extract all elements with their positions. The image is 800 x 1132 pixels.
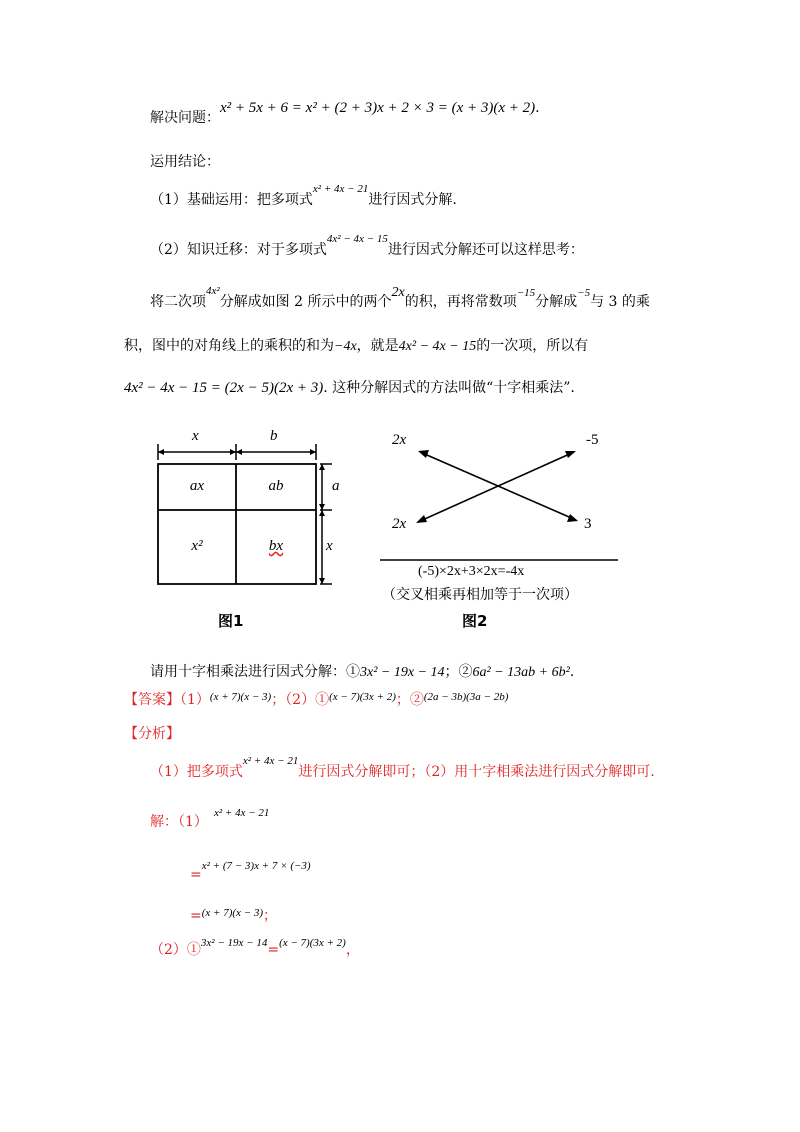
- question-text-a: 请用十字相乘法进行因式分解：①: [150, 664, 360, 680]
- explain-p2: [124, 336, 588, 357]
- solution-expr-2: (x + 7)(x − 3): [201, 907, 263, 919]
- question-line: [150, 662, 574, 683]
- answer-line: [124, 690, 508, 711]
- q1-prefix: （1）基础运用：把多项式: [150, 192, 313, 208]
- fig1-cell-x2: x²: [191, 538, 203, 554]
- question-end: .: [569, 664, 575, 680]
- figure-2-lines: [378, 430, 628, 640]
- analysis-tag: 【分析】: [124, 726, 180, 742]
- fig2-bottom-right: 3: [584, 516, 592, 532]
- answer-tag: 【答案】: [124, 692, 180, 708]
- fig2-top-right: -5: [586, 432, 599, 448]
- explain-expr-neg5: −5: [577, 287, 591, 299]
- explain-p2-text-c: 的一次项，所以有: [476, 338, 589, 354]
- analysis-text-1: （1）把多项式: [150, 764, 243, 780]
- solution-comma: ，: [345, 942, 360, 958]
- fig2-caption: 图2: [462, 612, 488, 630]
- explain-text-c: 的积，再将常数项: [404, 294, 517, 310]
- solution-eq-2: =: [190, 908, 202, 924]
- explain-p1: [150, 285, 650, 313]
- fig1-top-b: b: [270, 428, 278, 444]
- q1-line: [150, 183, 457, 211]
- q2-expr: 4x² − 4x − 15: [326, 233, 388, 245]
- intro-formula: x² + 5x + 6 = x² + (2 + 3)x + 2 × 3 = (x + 3)(x + 2): [220, 100, 536, 116]
- solution-semi: ；: [263, 908, 277, 924]
- q1-suffix: 进行因式分解.: [368, 192, 457, 208]
- solution-expr-1: x² + (7 − 3)x + 7 × (−3): [201, 860, 311, 872]
- explain-p3-text: . 这种分解因式的方法叫做“十字相乘法”.: [323, 380, 575, 396]
- fig1-top-x: x: [192, 428, 199, 444]
- figure-2: [378, 430, 628, 640]
- intro-label: 解决问题：: [150, 110, 220, 126]
- fig1-caption: 图1: [218, 612, 244, 630]
- answer-part1: （1）: [180, 692, 210, 708]
- analysis-text-2: 进行因式分解即可；（2）用十字相乘法进行因式分解即可.: [298, 764, 655, 780]
- analysis-line: [150, 755, 655, 783]
- explain-expr-neg15: −15: [516, 287, 536, 299]
- q2-prefix: （2）知识迁移：对于多项式: [150, 242, 327, 258]
- question-expr-2: 6a² − 13ab + 6b²: [472, 665, 570, 680]
- fig1-cell-ab: ab: [268, 478, 284, 494]
- answer-sep-2: ；②: [395, 692, 424, 708]
- explain-p2-text-a: 积，图中的对角线上的乘积的和为: [124, 338, 334, 354]
- solution-label: 解：（1）: [150, 814, 208, 830]
- answer-expr-1: (x + 7)(x − 3): [209, 691, 272, 703]
- explain-p2-expr-sum: −4x: [334, 339, 357, 354]
- q2-suffix: 进行因式分解还可以这样思考：: [387, 242, 584, 258]
- answer-expr-3: (2a − 3b)(3a − 2b): [423, 691, 509, 703]
- solution-eq-3: =: [267, 942, 280, 958]
- q1-expr: x² + 4x − 21: [312, 183, 369, 195]
- fig1-cell-ax: ax: [189, 478, 205, 494]
- explain-text-b: 分解成如图 2 所示中的两个: [219, 294, 392, 310]
- intro-formula-line: [220, 98, 540, 118]
- fig1-side-x: x: [326, 538, 333, 554]
- explain-text-d: 分解成: [535, 294, 578, 310]
- question-text-b: ；②: [444, 664, 473, 680]
- fig2-sum: (-5)×2x+3×2x=-4x: [418, 564, 525, 579]
- explain-expr-2x: 2x: [391, 285, 405, 300]
- analysis-expr: x² + 4x − 21: [242, 755, 299, 767]
- fig2-bottom-left: 2x: [392, 516, 407, 532]
- solution-expr-0-text: x² + 4x − 21: [214, 807, 270, 819]
- intro-line: [150, 108, 220, 128]
- answer-sep-1: ；（2）①: [271, 692, 330, 708]
- solution-part2: [150, 937, 360, 961]
- explain-p2-expr-poly: 4x² − 4x − 15: [398, 339, 477, 354]
- fig1-cell-bx: bx: [268, 538, 284, 554]
- fig1-side-a: a: [332, 478, 340, 494]
- answer-expr-2: (x − 7)(3x + 2): [329, 691, 396, 703]
- explain-p2-text-b: ，就是: [356, 338, 399, 354]
- intro-end: .: [535, 100, 540, 116]
- solution-expr-0: [214, 802, 269, 823]
- fig2-note: （交叉相乘再相加等于一次项）: [382, 587, 578, 603]
- explain-text-a: 将二次项: [150, 294, 206, 310]
- solution-eq-1: =: [190, 867, 202, 883]
- solution-step-1: [190, 855, 311, 883]
- solution-expr-3: 3x² − 19x − 14: [200, 937, 268, 949]
- question-expr-1: 3x² − 19x − 14: [360, 665, 445, 680]
- figure-1-lines: [150, 430, 350, 640]
- explain-p3: [124, 378, 575, 398]
- q2-line: [150, 233, 584, 261]
- fig2-top-left: 2x: [392, 432, 407, 448]
- explain-p3-expr: 4x² − 4x − 15 = (2x − 5)(2x + 3): [124, 380, 324, 396]
- solution-expr-4: (x − 7)(3x + 2): [279, 937, 346, 949]
- explain-expr-4x2: 4x²: [206, 285, 220, 297]
- solution-part2-label: （2）①: [150, 942, 201, 958]
- figure-1: [150, 430, 350, 640]
- explain-text-f: 与 3 的乘: [590, 294, 650, 310]
- solution-step-2: [190, 902, 277, 923]
- apply-heading: 运用结论：: [150, 154, 220, 170]
